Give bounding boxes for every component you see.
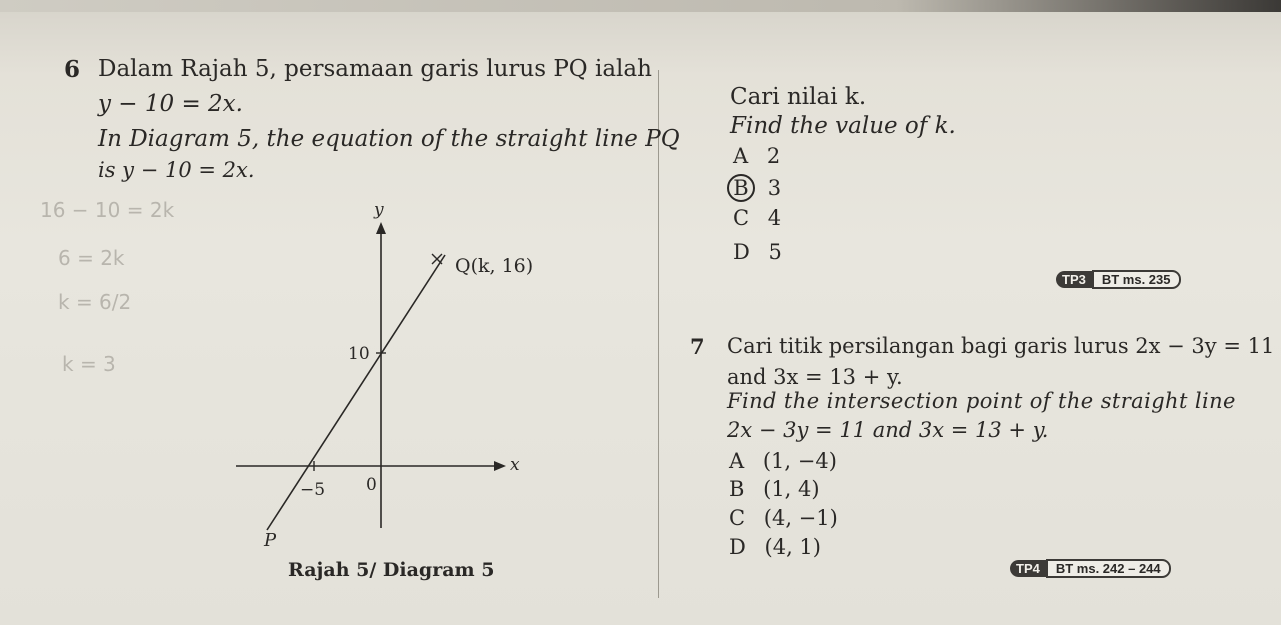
q7-option-d[interactable] <box>729 535 821 559</box>
q6-option-c[interactable] <box>733 206 781 230</box>
circled-option-letter: B <box>727 174 755 202</box>
question-6-english-line-2: is y − 10 = 2x. <box>98 158 255 182</box>
option-letter: A <box>733 144 749 168</box>
question-7-malay-line-2: and 3x = 13 + y. <box>727 365 903 389</box>
x-axis-label: x <box>510 455 520 475</box>
point-p-label: P <box>264 530 277 551</box>
option-value: 5 <box>768 240 782 264</box>
option-letter: A <box>729 449 745 473</box>
option-letter: C <box>729 506 746 530</box>
q7-option-b[interactable] <box>729 477 820 501</box>
option-value: (1, −4) <box>762 449 837 473</box>
option-value: 2 <box>766 144 781 168</box>
option-value: (1, 4) <box>763 477 820 501</box>
y-axis-arrow-icon <box>376 222 386 234</box>
x-axis-arrow-icon <box>494 461 506 471</box>
option-value: 4 <box>767 206 782 230</box>
label-10: 10 <box>348 344 370 364</box>
q6-option-a[interactable] <box>733 144 780 168</box>
handwriting-line-3: k = 6/2 <box>58 290 132 314</box>
tp-label: TP3 <box>1056 271 1092 288</box>
handwriting-line-1: 16 − 10 = 2k <box>40 198 175 222</box>
option-value: (4, 1) <box>764 535 821 559</box>
option-letter: D <box>733 240 750 264</box>
option-value: 3 <box>767 176 782 200</box>
label-origin: 0 <box>366 475 377 495</box>
tp-label: TP4 <box>1010 560 1046 577</box>
line-pq <box>267 255 445 530</box>
option-letter: B <box>729 477 745 501</box>
q7-option-c[interactable] <box>729 506 838 530</box>
question-7-malay-line-1: Cari titik persilangan bagi garis lurus 2x − 3y = 11 <box>727 334 1275 358</box>
option-letter: C <box>733 206 750 230</box>
handwriting-line-2: 6 = 2k <box>58 246 125 270</box>
question-6-prompt-malay: Cari nilai k. <box>730 84 867 110</box>
q6-option-d[interactable] <box>733 240 782 264</box>
q6-option-b[interactable] <box>733 174 781 202</box>
diagram-caption: Rajah 5/ Diagram 5 <box>288 559 495 581</box>
handwriting-line-4: k = 3 <box>62 352 116 376</box>
question-6-malay-line-2: y − 10 = 2x. <box>98 91 243 117</box>
option-letter: D <box>729 535 746 559</box>
question-6-prompt-english: Find the value of k. <box>730 113 956 139</box>
question-7-english-line-1: Find the intersection point of the straight line <box>727 389 1236 413</box>
question-6-number: 6 <box>64 56 81 83</box>
bt-reference: BT ms. 242 – 244 <box>1046 559 1171 578</box>
label-neg5: −5 <box>300 480 326 500</box>
y-axis-label: y <box>374 200 384 220</box>
question-7-english-line-2: 2x − 3y = 11 and 3x = 13 + y. <box>727 418 1049 442</box>
q6-level-badge <box>1056 272 1181 287</box>
q7-level-badge <box>1010 561 1171 576</box>
q7-option-a[interactable] <box>729 449 837 473</box>
bt-reference: BT ms. 235 <box>1092 270 1181 289</box>
question-6-malay-line-1: Dalam Rajah 5, persamaan garis lurus PQ ialah <box>98 56 652 82</box>
point-q-label: Q(k, 16) <box>455 255 534 277</box>
option-value: (4, −1) <box>763 506 838 530</box>
question-6-english-line-1: In Diagram 5, the equation of the straight line PQ <box>98 126 680 152</box>
question-7-number: 7 <box>690 334 705 359</box>
